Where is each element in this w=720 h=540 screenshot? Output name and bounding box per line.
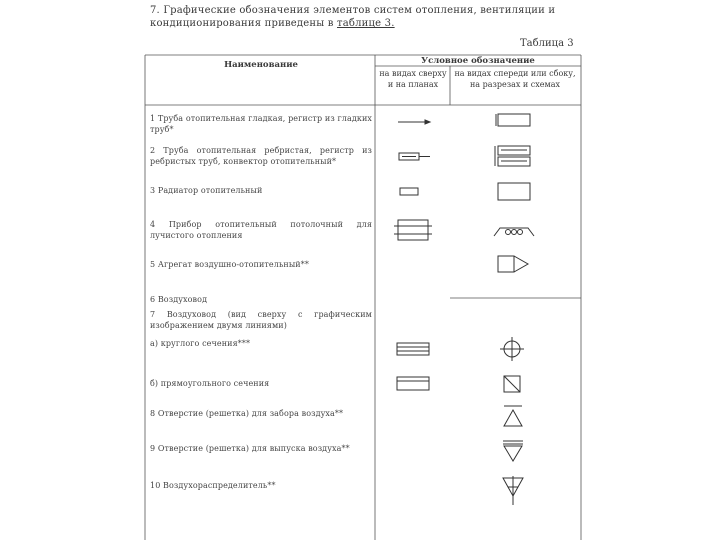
air-heating-unit-icon	[498, 256, 528, 272]
small-rect-icon	[400, 188, 418, 195]
table-row-7: 7 Воздуховод (вид сверху с графическим изображением двумя линиями)	[150, 310, 372, 330]
table-row-6: 6 Воздуховод	[150, 295, 208, 304]
table-reference: таблице 3.	[337, 18, 395, 29]
header-plan-view: на видах сверху и на планах	[379, 69, 447, 89]
rect-icon	[498, 183, 530, 200]
bracket-rect-icon	[496, 114, 530, 126]
table-row-8: 8 Отверстие (решетка) для забора воздуха**	[150, 409, 344, 418]
round-duct-section-icon	[500, 337, 524, 361]
air-distributor-icon	[503, 476, 523, 505]
table-row-10: 10 Воздухораспределитель**	[150, 481, 276, 490]
table-row-5: 5 Агрегат воздушно-отопительный**	[150, 260, 309, 269]
table-row-9: 9 Отверстие (решетка) для выпуска воздуха**	[150, 444, 350, 453]
line-arrow-icon	[398, 120, 430, 124]
header-conditional: Условное обозначение	[421, 56, 535, 66]
intro-line-2: кондиционирования приведены в таблице 3.	[150, 18, 395, 29]
radiant-heater-icon	[494, 228, 534, 236]
air-intake-icon	[504, 406, 522, 426]
rect-duct-plan-icon	[397, 377, 429, 390]
finned-tube-icon	[399, 153, 430, 160]
table-row-3: 3 Радиатор отопительный	[150, 186, 263, 195]
header-name: Наименование	[224, 60, 298, 70]
intro-line-1: 7. Графические обозначения элементов систем отопления, вентиляции и	[150, 5, 556, 16]
table-row-1: 1 Труба отопительная гладкая, регистр из гладких труб*	[150, 114, 372, 134]
finned-register-icon	[495, 146, 530, 166]
round-duct-plan-icon	[397, 343, 429, 355]
table-caption: Таблица 3	[520, 38, 574, 49]
rect-duct-section-icon	[504, 376, 520, 392]
table-row-4: 4 Прибор отопительный потолочный для лучистого отопления	[150, 220, 372, 240]
air-outlet-icon	[503, 441, 523, 461]
header-side-view: на видах спереди или сбоку, на разрезах и схемах	[454, 69, 576, 89]
ceiling-heater-icon	[394, 220, 432, 240]
table-row-7a: а) круглого сечения***	[150, 339, 251, 348]
table-row-2: 2 Труба отопительная ребристая, регистр из ребристых труб, конвектор отопительный*	[150, 146, 372, 166]
table-row-7b: б) прямоугольного сечения	[150, 379, 270, 388]
